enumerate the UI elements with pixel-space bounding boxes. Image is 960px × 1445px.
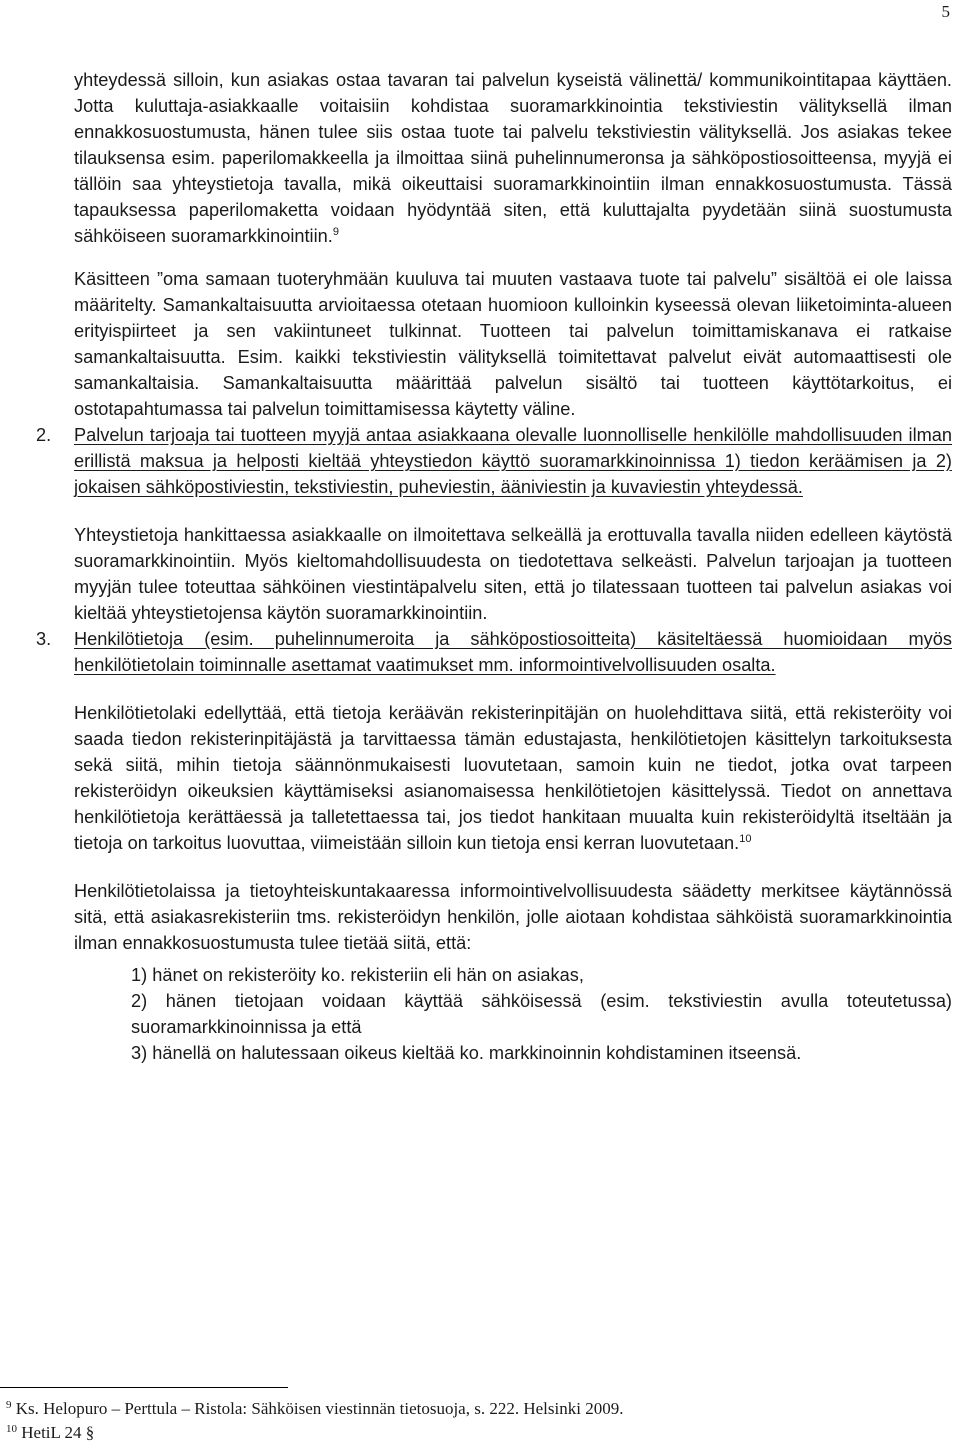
- paragraph-continuation: [74, 67, 952, 249]
- footnote-9: [6, 1397, 623, 1421]
- footnote-mark: 9: [6, 1399, 12, 1411]
- footnote-ref-9: 9: [332, 226, 339, 238]
- item-number: 3.: [36, 629, 52, 649]
- footnote-text: Ks. Helopuro – Perttula – Ristola: Sähköisen viestinnän tietosuoja, s. 222. Helsinki 2009.: [15, 1399, 624, 1418]
- paragraph-definition: Käsitteen ”oma samaan tuoteryhmään kuuluva tai muuten vastaava tuote tai palvelu” sisältöä ei ole laissa määritelty. Samankaltaisuutta arvioitaessa otetaan huomioon kulloinkin kyseessä olevan liiketoiminta-alueen erityispiirteet ja sen vakiintuneet tulkinnat. Tuotteen tai palvelun toimittamiskanava ei ratkaise samankaltaisuutta. Esim. kaikki tekstiviestin välityksellä toimitettavat palvelut eivät automaattisesti ole samankaltaisia. Samankaltaisuutta määrittää palvelun sisältö tai tuotteen käyttötarkoitus, ei ostotapahtumassa tai palvelun toimittamisessa käytetty väline.: [74, 269, 952, 419]
- footnote-10: [6, 1421, 623, 1445]
- list-item: 3) hänellä on halutessaan oikeus kieltää ko. markkinoinnin kohdistaminen itseensä.: [131, 1043, 802, 1063]
- footnote-text: HetiL 24 §: [21, 1423, 95, 1442]
- list-item: 1) hänet on rekisteröity ko. rekisteriin eli hän on asiakas,: [131, 965, 584, 985]
- document-body: [36, 67, 952, 1066]
- footnote-ref-10: 10: [739, 833, 752, 845]
- footnote-mark: 10: [6, 1423, 17, 1435]
- item-text: Palvelun tarjoaja tai tuotteen myyjä antaa asiakkaana olevalle luonnolliselle henkilölle mahdollisuuden ilman erillistä maksua ja helposti kieltää yhteystiedon käyttö suoramarkkinoinnissa 1) tiedon keräämisen ja 2) jokaisen sähköpostiviestin, tekstiviestin, puheviestin, ääniviestin ja kuvaviestin yhteydessä.: [74, 425, 952, 497]
- numbered-item-3: [36, 626, 952, 678]
- numbered-item-2: [36, 422, 952, 500]
- paragraph-information-duty: Henkilötietolaissa ja tietoyhteiskuntakaaressa informointivelvollisuudesta säädetty merkitsee käytännössä sitä, että asiakasrekisteriin tms. rekisteröidyn henkilön, jolle aiotaan kohdistaa sähköistä suoramarkkinointia ilman ennakkosuostumusta tulee tietää siitä, että:: [74, 881, 952, 953]
- item-number: 2.: [36, 425, 52, 445]
- list-item: 2) hänen tietojaan voidaan käyttää sähköisessä (esim. tekstiviestin avulla toteutetussa) suoramarkkinoinnissa ja että: [131, 991, 952, 1037]
- footnotes: [6, 1397, 623, 1445]
- paragraph-contact-info: Yhteystietoja hankittaessa asiakkaalle on ilmoitettava selkeällä ja erottuvalla tavalla niiden edelleen käytöstä suoramarkkinointiin. Myös kieltomahdollisuudesta on tiedotettava selkeästi. Palvelun tarjoajan ja tuotteen myyjän tulee toteuttaa sähköinen viestintäpalvelu siten, että jo tilatessaan tuotteen tai palvelun asiakas voi kieltää yhteystietojensa käytön suoramarkkinointiin.: [74, 525, 952, 623]
- paragraph-personal-data-act: [74, 700, 952, 856]
- page-number: 5: [941, 2, 950, 21]
- requirements-list: [74, 962, 952, 1066]
- paragraph-text: yhteydessä silloin, kun asiakas ostaa tavaran tai palvelun kyseistä välinettä/ kommunikointitapaa käyttäen. Jotta kuluttaja-asiakkaalle voitaisiin kohdistaa suoramarkkinointia tekstiviestin välityksellä ilman ennakkosuostumusta, hänen tulee siis ostaa tuote tai palvelu tekstiviestin välityksellä. Jos asiakas tekee tilauksensa esim. paperilomakkeella ja ilmoittaa siinä puhelinnumeronsa ja sähköpostiosoitteensa, myyjä ei tällöin saa yhteystietoja tavalla, mikä oikeuttaisi suoramarkkinointiin ilman ennakkosuostumusta. Tässä tapauksessa paperilomaketta voidaan hyödyntää siten, että kuluttajalta pyydetään siinä suostumusta sähköiseen suoramarkkinointiin.: [74, 70, 952, 246]
- item-text: Henkilötietoja (esim. puhelinnumeroita ja sähköpostiosoitteita) käsiteltäessä huomioidaan myös henkilötietolain toiminnalle asettamat vaatimukset mm. informointivelvollisuuden osalta.: [74, 629, 952, 675]
- footnote-separator: [0, 1387, 288, 1388]
- paragraph-text: Henkilötietolaki edellyttää, että tietoja keräävän rekisterinpitäjän on huolehdittava siitä, että rekisteröity voi saada tiedon rekisterinpitäjästä ja tarvittaessa tämän edustajasta, henkilötietojen käsittelyn tarkoituksesta sekä siitä, mihin tietoja säännönmukaisesti luovutetaan, samoin kuin ne tiedot, jotka ovat tarpeen rekisteröidyn oikeuksien käyttämiseksi asianomaisessa henkilötietojen käsittelyssä. Tiedot on annettava henkilötietoja kerättäessä ja talletettaessa tai, jos tiedot hankitaan muualta kuin rekisteröidyltä itseltään ja tietoja on tarkoitus luovuttaa, viimeistään silloin kun tietoja ensi kerran luovutetaan.: [74, 703, 952, 853]
